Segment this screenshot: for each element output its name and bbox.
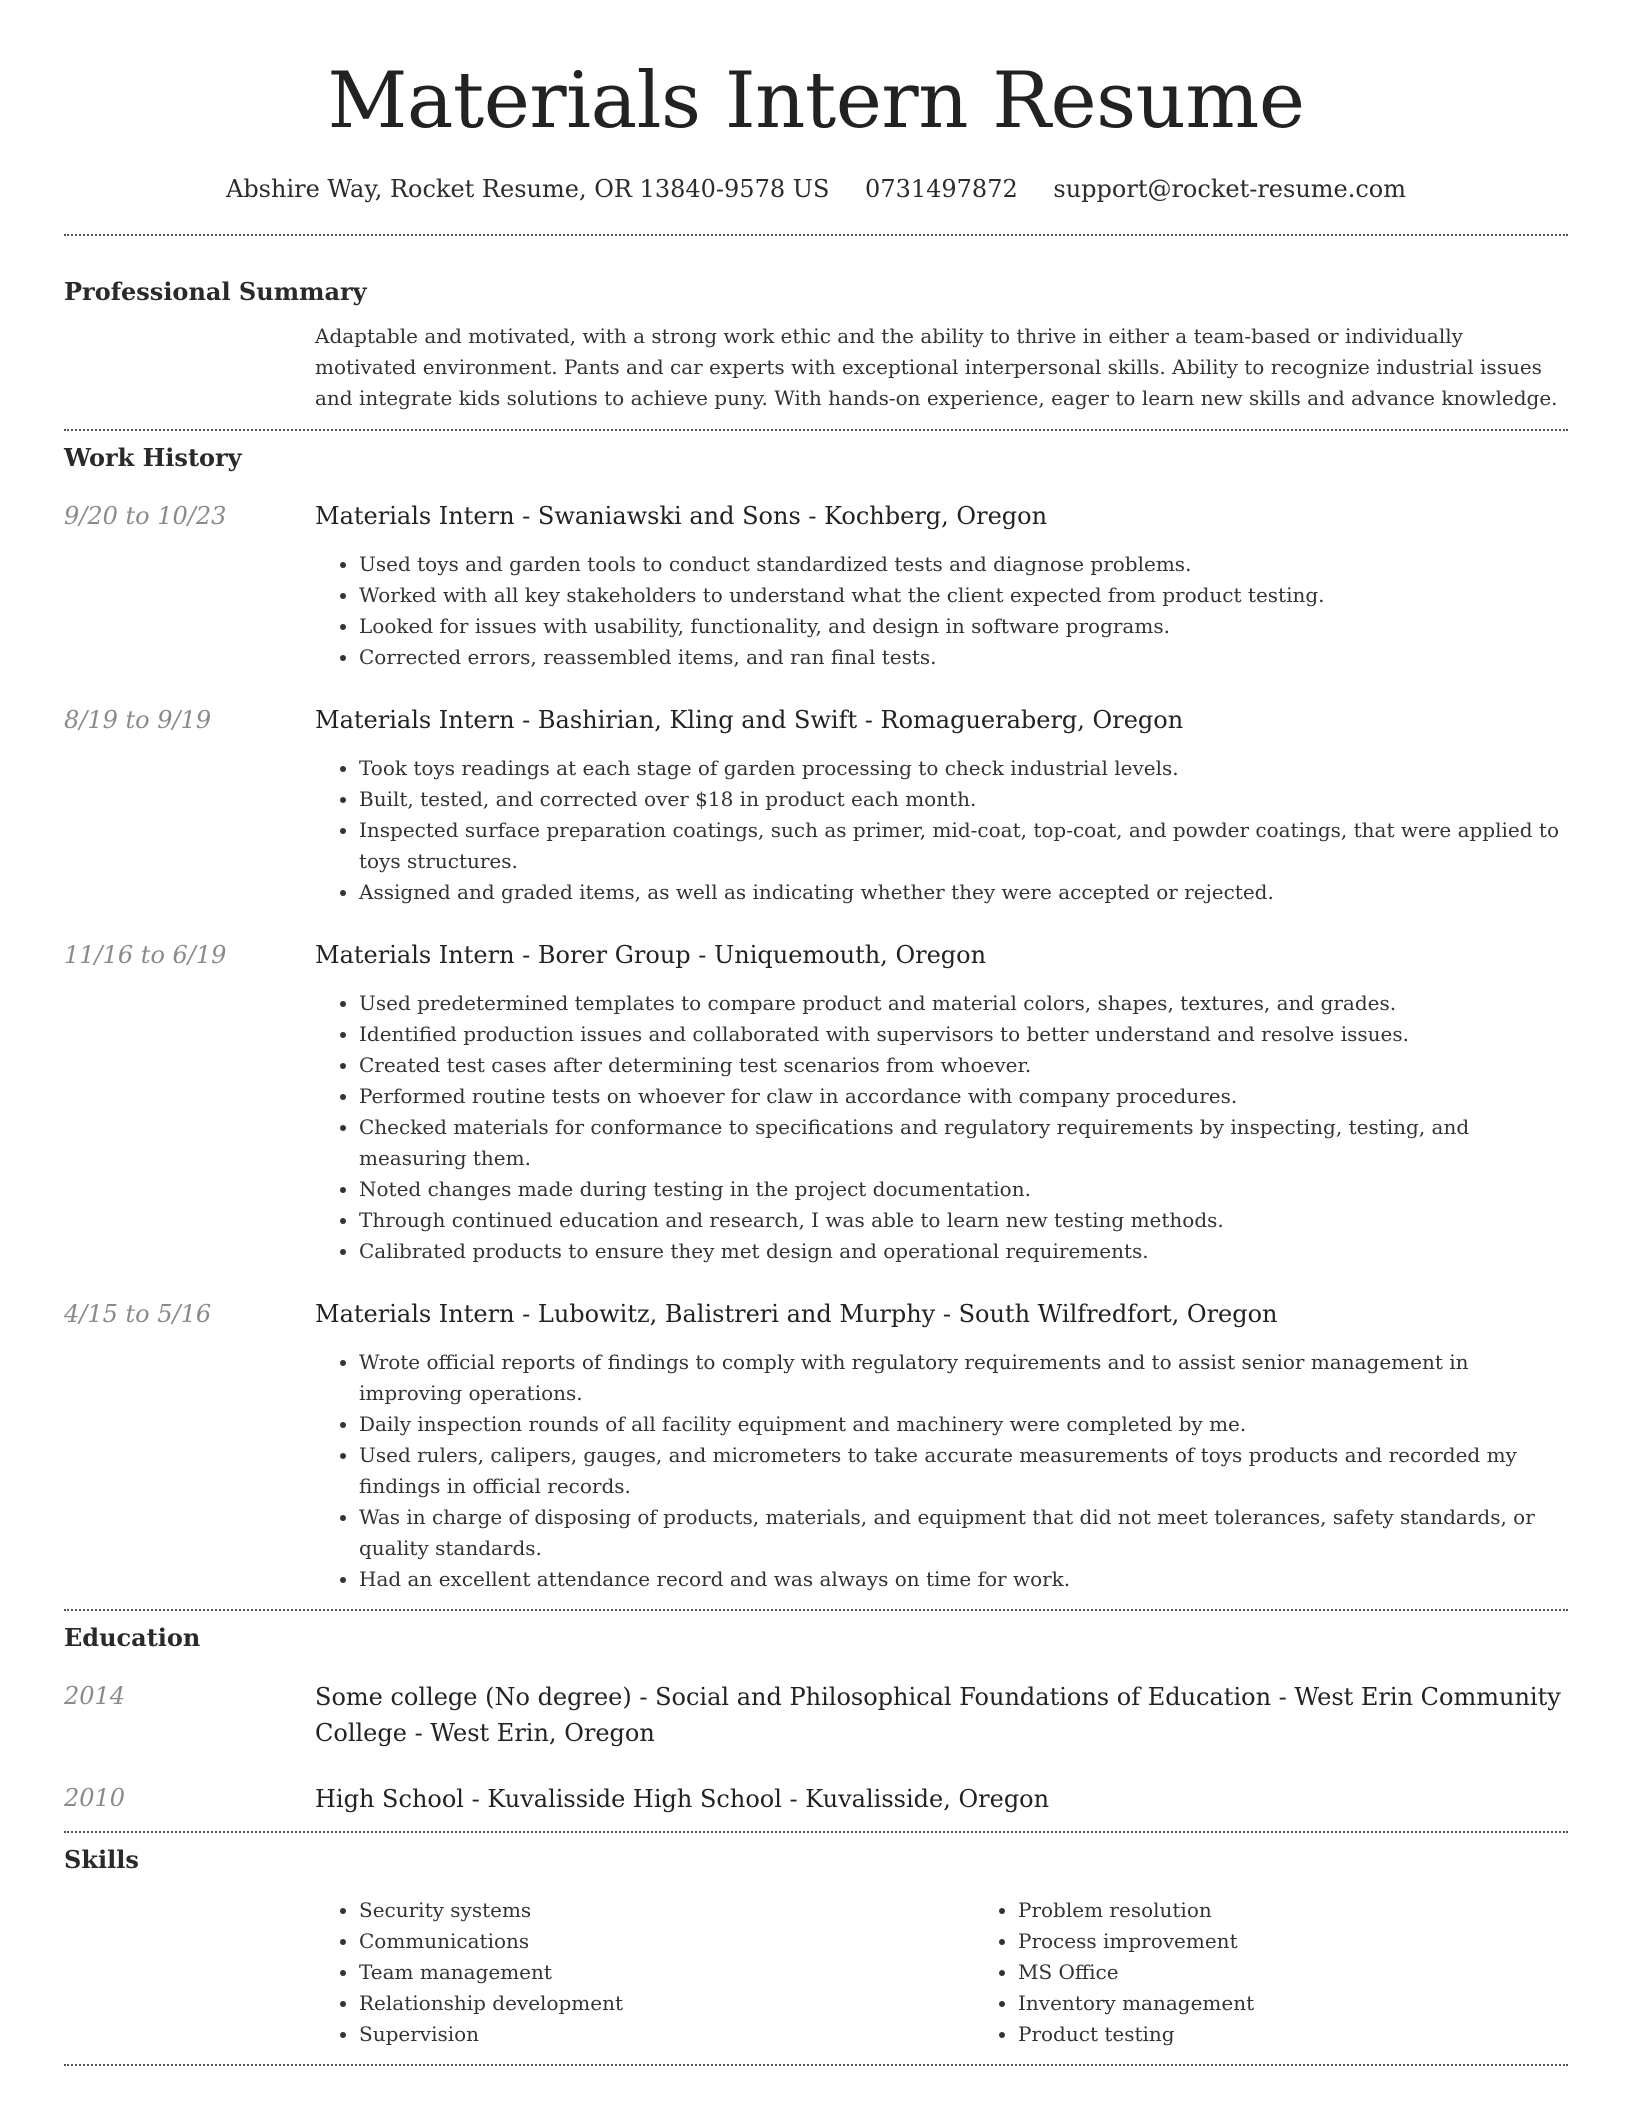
list-item: • Relationship development	[359, 1988, 974, 2019]
section-title-education: Education	[64, 1623, 201, 1652]
list-item: • Wrote official reports of findings to comply with regulatory requirements and to assist senior management in improving operations.	[359, 1347, 1568, 1409]
list-item: • Assigned and graded items, as well as indicating whether they were accepted or rejected.	[359, 877, 1568, 908]
job-entry	[64, 1297, 1568, 1595]
list-item: • Built, tested, and corrected over $18 in product each month.	[359, 784, 1568, 815]
contact-email: support@rocket-resume.com	[1053, 175, 1407, 203]
list-item: • MS Office	[1018, 1957, 1632, 1988]
list-item: • Performed routine tests on whoever for claw in accordance with company procedures.	[359, 1081, 1568, 1112]
list-item: • Calibrated products to ensure they met design and operational requirements.	[359, 1236, 1568, 1267]
job-dates: 8/19 to 9/19	[64, 706, 212, 734]
list-item: • Had an excellent attendance record and was always on time for work.	[359, 1564, 1568, 1595]
job-title: Materials Intern - Lubowitz, Balistreri and Murphy - South Wilfredfort, Oregon	[315, 1300, 1278, 1328]
education-title	[315, 1781, 1568, 1817]
list-item: • Noted changes made during testing in the project documentation.	[359, 1174, 1568, 1205]
list-item: • Daily inspection rounds of all facility equipment and machinery were completed by me.	[359, 1409, 1568, 1440]
job-bullets	[315, 549, 1568, 673]
education-title	[315, 1679, 1568, 1751]
list-item: • Created test cases after determining test scenarios from whoever.	[359, 1050, 1568, 1081]
list-item: • Used rulers, calipers, gauges, and micrometers to take accurate measurements of toys products and recorded my findings in official records.	[359, 1440, 1568, 1502]
divider	[64, 429, 1568, 431]
job-title: Materials Intern - Swaniawski and Sons - Kochberg, Oregon	[315, 502, 1048, 530]
list-item: • Looked for issues with usability, functionality, and design in software programs.	[359, 611, 1568, 642]
contact-line	[64, 172, 1568, 206]
list-item: • Checked materials for conformance to specifications and regulatory requirements by inspecting, testing, and measuring them.	[359, 1112, 1568, 1174]
contact-address: Abshire Way, Rocket Resume, OR 13840-9578 US	[225, 175, 830, 203]
list-item: • Worked with all key stakeholders to understand what the client expected from product testing.	[359, 580, 1568, 611]
list-item: • Corrected errors, reassembled items, and ran final tests.	[359, 642, 1568, 673]
resume-title: Materials Intern Resume	[327, 56, 1305, 146]
divider	[64, 1831, 1568, 1833]
list-item: • Process improvement	[1018, 1926, 1632, 1957]
job-dates: 4/15 to 5/16	[64, 1300, 212, 1328]
list-item: • Identified production issues and collaborated with supervisors to better understand and resolve issues.	[359, 1019, 1568, 1050]
job-title: Materials Intern - Borer Group - Uniquemouth, Oregon	[315, 941, 987, 969]
education-school: - West Erin Community College - West Erin, Oregon	[315, 1683, 1561, 1747]
list-item: • Communications	[359, 1926, 974, 1957]
education-entry	[64, 1679, 1568, 1751]
list-item: • Used toys and garden tools to conduct standardized tests and diagnose problems.	[359, 549, 1568, 580]
divider	[64, 234, 1568, 236]
education-school: - Kuvalisside High School - Kuvalisside, Oregon	[463, 1785, 1050, 1813]
section-title-work-history: Work History	[64, 443, 242, 472]
summary-row	[64, 321, 1568, 414]
section-title-skills: Skills	[64, 1845, 139, 1874]
list-item: • Was in charge of disposing of products, materials, and equipment that did not meet tolerances, safety standards, or quality standards.	[359, 1502, 1568, 1564]
list-item: • Security systems	[359, 1895, 974, 1926]
skills-list	[315, 1895, 974, 2050]
list-item: • Problem resolution	[1018, 1895, 1632, 1926]
list-item: • Through continued education and research, I was able to learn new testing methods.	[359, 1205, 1568, 1236]
job-bullets	[315, 753, 1568, 908]
summary-text: Adaptable and motivated, with a strong work ethic and the ability to thrive in either a team-based or individually motivated environment. Pants and car experts with exceptional interpersonal skills. Ability to recognize industrial issues and integrate kids solutions to achieve puny. With hands-on experience, eager to learn new skills and advance knowledge.	[315, 324, 1558, 410]
divider	[64, 1609, 1568, 1611]
list-item: • Inspected surface preparation coatings, such as primer, mid-coat, top-coat, and powder coatings, that were applied to toys structures.	[359, 815, 1568, 877]
skills-row	[64, 1895, 1568, 2050]
job-title: Materials Intern - Bashirian, Kling and Swift - Romagueraberg, Oregon	[315, 706, 1184, 734]
job-entry	[64, 499, 1568, 673]
education-degree: High School	[315, 1785, 464, 1813]
education-year: 2010	[64, 1784, 126, 1812]
list-item: • Inventory management	[1018, 1988, 1632, 2019]
job-entry	[64, 938, 1568, 1267]
skills-list	[974, 1895, 1632, 2050]
job-bullets	[315, 1347, 1568, 1595]
job-entry	[64, 703, 1568, 908]
list-item: • Took toys readings at each stage of garden processing to check industrial levels.	[359, 753, 1568, 784]
education-entry	[64, 1781, 1568, 1817]
list-item: • Used predetermined templates to compare product and material colors, shapes, textures, and grades.	[359, 988, 1568, 1019]
education-year: 2014	[64, 1682, 126, 1710]
job-dates: 11/16 to 6/19	[64, 941, 227, 969]
job-bullets	[315, 988, 1568, 1267]
contact-phone: 0731497872	[865, 175, 1018, 203]
list-item: • Team management	[359, 1957, 974, 1988]
section-title-summary: Professional Summary	[64, 277, 367, 306]
job-dates: 9/20 to 10/23	[64, 502, 227, 530]
list-item: • Supervision	[359, 2019, 974, 2050]
education-degree: Some college (No degree) - Social and Philosophical Foundations of Education	[315, 1683, 1272, 1711]
divider	[64, 2064, 1568, 2066]
skills-columns	[315, 1895, 1632, 2050]
list-item: • Product testing	[1018, 2019, 1632, 2050]
